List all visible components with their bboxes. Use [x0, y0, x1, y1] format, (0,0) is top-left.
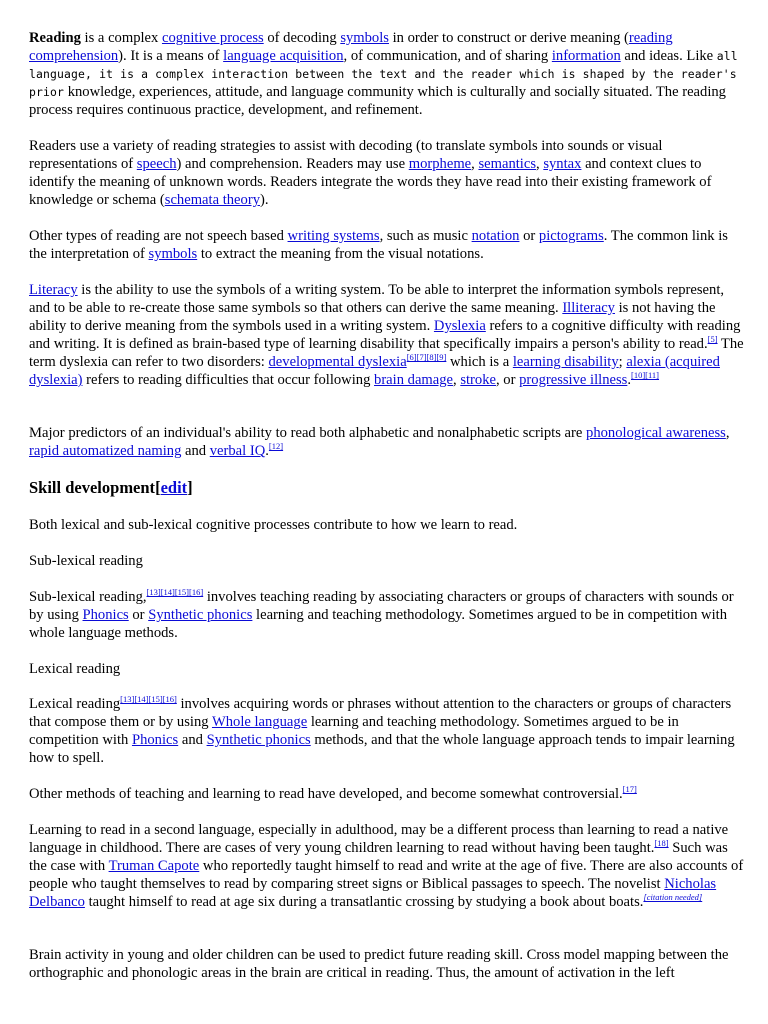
paragraph-predictors: Major predictors of an individual's ability to read both alphabetic and nonalphabetic scripts are phonological awareness, rapid automatized naming and verbal IQ.[12]	[29, 425, 730, 459]
citation-13-16-b[interactable]: [13][14][15][16]	[120, 694, 177, 705]
link-stroke[interactable]: stroke	[460, 372, 496, 388]
link-nicholas-delbanco[interactable]: Nicholas Delbanco	[29, 876, 717, 910]
citation-12[interactable]: [12]	[268, 441, 284, 452]
link-notation[interactable]: notation	[471, 228, 520, 244]
paragraph-other-methods: Other methods of teaching and learning to read have developed, and become somewhat controversial.[17]	[29, 784, 637, 802]
link-developmental-dyslexia[interactable]: developmental dyslexia	[268, 354, 407, 370]
citation-18[interactable]: [18]	[654, 838, 669, 849]
link-whole-language[interactable]: Whole language	[211, 714, 308, 730]
citation-13-16[interactable]: [13][14][15][16]	[146, 587, 204, 598]
term-reading: Reading	[29, 30, 81, 46]
link-language-acquisition[interactable]: language acquisition	[223, 48, 344, 64]
link-truman-capote[interactable]: Truman Capote	[108, 858, 200, 874]
link-phonological-awareness[interactable]: phonological awareness	[586, 425, 726, 441]
citation-17[interactable]: [17]	[622, 784, 637, 795]
paragraph-intro: Reading is a complex cognitive process of decoding symbols in order to construct or derive meaning (reading comprehension). It is a means of language acquisition, of communication, and of sharing information and ideas. Like all language, it is a complex interaction between the text and the reader which is shaped by the reader's prior knowledge, experiences, attitude, and language community which is culturally and socially situated. The reading process requires continuous practice, development, and refinement.	[29, 30, 738, 118]
citation-5[interactable]: [5]	[707, 334, 718, 345]
link-learning-disability[interactable]: learning disability	[512, 354, 619, 370]
citation-needed[interactable]: [citation needed]	[643, 892, 703, 903]
link-symbols[interactable]: symbols	[340, 30, 389, 46]
link-illiteracy[interactable]: Illiteracy	[562, 300, 615, 316]
link-morpheme[interactable]: morpheme	[408, 156, 472, 172]
edit-link[interactable]: edit	[160, 478, 188, 497]
link-synthetic-phonics[interactable]: Synthetic phonics	[148, 607, 253, 623]
link-writing-systems[interactable]: writing systems	[287, 228, 380, 244]
link-syntax[interactable]: syntax	[543, 156, 582, 172]
paragraph-sub-lexical: Sub-lexical reading,[13][14][15][16] involves teaching reading by associating characters or groups of characters with sounds or by using Phonics or Synthetic phonics learning and teaching methodology. Sometimes argued to be in competition with whole language methods.	[29, 587, 734, 641]
link-pictograms[interactable]: pictograms	[538, 228, 604, 244]
link-reading-comprehension[interactable]: reading comprehension	[29, 30, 673, 64]
link-rapid-automatized-naming[interactable]: rapid automatized naming	[29, 443, 182, 459]
paragraph-processes: Both lexical and sub-lexical cognitive processes contribute to how we learn to read.	[29, 517, 518, 533]
subheading-lexical-reading: Lexical reading	[29, 661, 121, 677]
link-schemata-theory[interactable]: schemata theory	[164, 192, 260, 208]
paragraph-second-language: Learning to read in a second language, especially in adulthood, may be a different process than learning to read a native language in childhood. There are cases of very young children learning to read without having been taught.[18] Such was the case with Truman Capote who reportedly taught himself to read and write at the age of five. There are also accounts of people who taught themselves to read by comparing street signs or Biblical passages to speech. The novelist Nicholas Delbanco taught himself to read at age six during a transatlantic crossing by studying a book about boats.[citation needed]	[29, 822, 744, 910]
link-synthetic-phonics-2[interactable]: Synthetic phonics	[206, 732, 311, 748]
link-speech[interactable]: speech	[136, 156, 177, 172]
link-brain-damage[interactable]: brain damage	[374, 372, 454, 388]
link-phonics[interactable]: Phonics	[82, 607, 129, 623]
link-alexia[interactable]: alexia (acquired dyslexia)	[29, 354, 720, 388]
citation-10-11[interactable]: [10][11]	[631, 370, 660, 381]
paragraph-other-types: Other types of reading are not speech based writing systems, such as music notation or pictograms. The common link is the interpretation of symbols to extract the meaning from the visual notations.	[29, 228, 728, 262]
paragraph-literacy: Literacy is the ability to use the symbols of a writing system. To be able to interpret the information symbols represent, and to be able to re-create those same symbols so that others can derive the same meaning. Illiteracy is not having the ability to derive meaning from the symbols used in a writing system. Dyslexia refers to a cognitive difficulty with reading and writing. It is defined as brain-based type of learning disability that specifically impairs a person's ability to read.[5] The term dyslexia can refer to two disorders: developmental dyslexia[6][7][8][9] which is a learning disability; alexia (acquired dyslexia) refers to reading difficulties that occur following brain damage, stroke, or progressive illness.[10][11]	[29, 282, 744, 388]
section-heading-skill-development: Skill development[edit]	[29, 478, 193, 497]
link-verbal-iq[interactable]: verbal IQ	[209, 443, 266, 459]
link-dyslexia[interactable]: Dyslexia	[433, 318, 486, 334]
subheading-sub-lexical-reading: Sub-lexical reading	[29, 553, 143, 569]
monospace-line: all language, it is a complex interaction between the text and the reader which is shaped by the reader's prior	[29, 49, 738, 99]
paragraph-lexical: Lexical reading[13][14][15][16] involves acquiring words or phrases without attention to the characters or groups of characters that compose them or by using Whole language learning and teaching methodology. Sometimes argued to be in competition with Phonics and Synthetic phonics methods, and that the whole language approach tends to impair learning how to spell.	[29, 694, 735, 766]
link-cognitive-process[interactable]: cognitive process	[161, 30, 264, 46]
citation-6-9[interactable]: [6][7][8][9]	[406, 352, 447, 363]
link-progressive-illness[interactable]: progressive illness	[519, 372, 628, 388]
heading-title: Skill development	[29, 478, 156, 497]
link-phonics-2[interactable]: Phonics	[131, 732, 179, 748]
link-symbols-2[interactable]: symbols	[148, 246, 198, 262]
paragraph-strategies: Readers use a variety of reading strategies to assist with decoding (to translate symbols into sounds or visual representations of speech) and comprehension. Readers may use morpheme, semantics, syntax and context clues to identify the meaning of unknown words. Readers integrate the words they have read into their existing framework of knowledge or schema (schemata theory).	[29, 138, 712, 208]
link-semantics[interactable]: semantics	[478, 156, 537, 172]
paragraph-brain-activity: Brain activity in young and older children can be used to predict future reading skill. Cross model mapping between the orthographic and phonologic areas in the brain are critical in reading. Thus, the amount of activation in the left	[29, 947, 729, 981]
link-information[interactable]: information	[551, 48, 621, 64]
link-literacy[interactable]: Literacy	[29, 282, 78, 298]
